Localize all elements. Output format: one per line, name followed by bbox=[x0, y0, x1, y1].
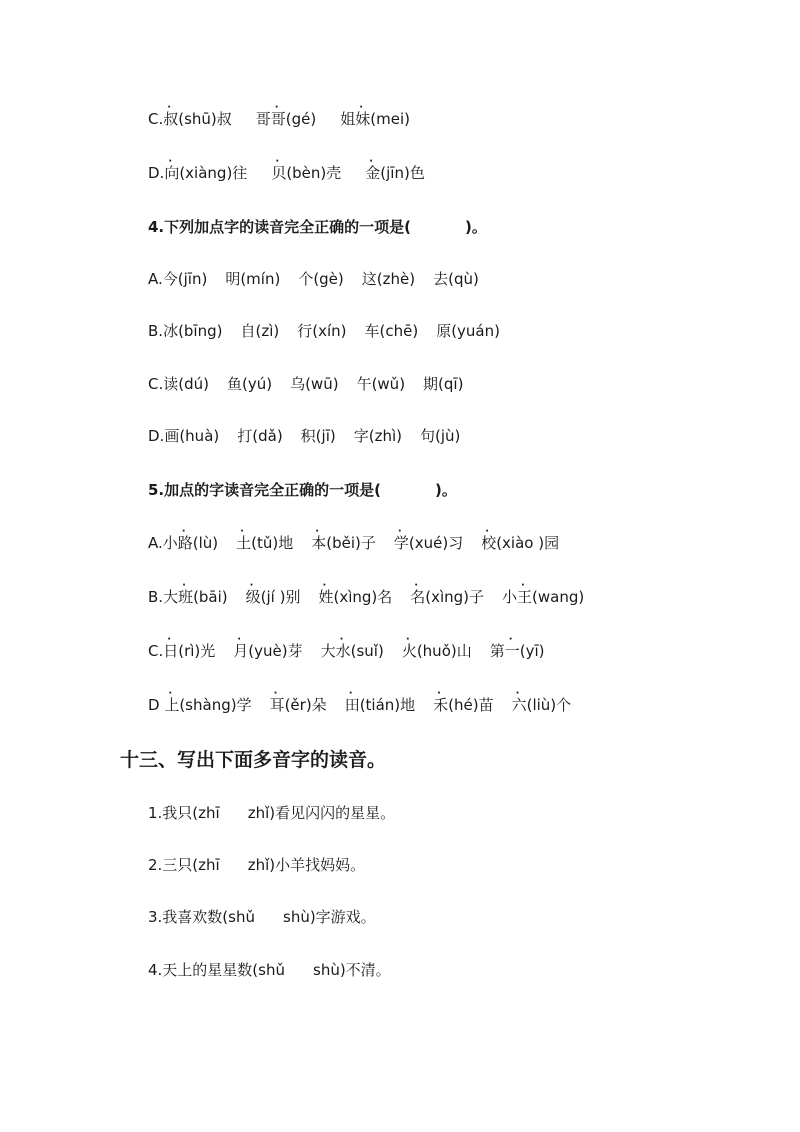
option-label: C. bbox=[148, 110, 164, 128]
q4-option-c: C.读(dú) 鱼(yú) 乌(wū) 午(wǔ) 期(qī) bbox=[148, 375, 464, 393]
emphasis-dot: · bbox=[182, 580, 186, 591]
emphasis-dot: · bbox=[339, 634, 344, 645]
q5-option-a: A. · 小路(lù) · 土(tǔ)地 · 本(běi)子 · 学(xué)习 · 校(xiào )园 bbox=[148, 526, 560, 552]
polyphone-item-3: 3.我喜欢数(shǔ shù)字游戏。 bbox=[148, 908, 376, 926]
q5-option-d: D · 上(shàng)学 · 耳(ěr)朵 · 田(tián)地 · 禾(hé)苗 · 六(liù)个 bbox=[148, 688, 572, 714]
emphasis-dot: · bbox=[397, 526, 402, 537]
emphasis-dot: · bbox=[348, 688, 353, 699]
emphasis-dot: · bbox=[181, 526, 186, 537]
option-item: · 向(xiàng)往 bbox=[164, 156, 248, 182]
polyphone-item-2: 2.三只(zhī zhǐ)小羊找妈妈。 bbox=[148, 856, 366, 874]
emphasis-dot: · bbox=[274, 102, 279, 113]
option-item: · 金(jīn)色 bbox=[365, 156, 425, 182]
emphasis-dot: · bbox=[508, 634, 513, 645]
emphasis-dot: · bbox=[485, 526, 490, 537]
emphasis-dot: · bbox=[168, 688, 173, 699]
emphasis-dot: · bbox=[369, 156, 374, 167]
emphasis-dot: · bbox=[315, 526, 320, 537]
option-item: · 叔(shū)叔 bbox=[163, 102, 232, 128]
q4-option-d: D.画(huà) 打(dǎ) 积(jī) 字(zhì) 句(jù) bbox=[148, 427, 461, 445]
emphasis-dot: · bbox=[275, 156, 280, 167]
question-4-prompt: 4.下列加点字的读音完全正确的一项是( )。 bbox=[148, 218, 487, 236]
q4-option-b: B.冰(bīng) 自(zì) 行(xín) 车(chē) 原(yuán) bbox=[148, 322, 500, 340]
emphasis-dot: · bbox=[273, 688, 278, 699]
emphasis-dot: · bbox=[359, 102, 364, 113]
question-5-prompt: 5.加点的字读音完全正确的一项是( )。 bbox=[148, 481, 457, 499]
emphasis-dot: · bbox=[515, 688, 520, 699]
q3-option-d bbox=[148, 156, 425, 184]
option-item: · 贝(bèn)壳 bbox=[271, 156, 342, 182]
option-item: · 哥哥(gé) bbox=[255, 102, 317, 128]
emphasis-dot: · bbox=[240, 526, 244, 537]
q3-option-c bbox=[148, 102, 410, 130]
emphasis-dot: · bbox=[405, 634, 410, 645]
polyphone-item-1: 1.我只(zhī zhǐ)看见闪闪的星星。 bbox=[148, 804, 396, 822]
emphasis-dot: · bbox=[249, 580, 254, 591]
emphasis-dot: · bbox=[322, 580, 327, 591]
emphasis-dot: · bbox=[237, 634, 242, 645]
q5-option-b: B. · 大班(bāi) · 级(jí )别 · 姓(xìng)名 · 名(xìng)子 · 小王(wang) bbox=[148, 580, 585, 606]
section-13-title: 十三、写出下面多音字的读音。 bbox=[120, 749, 387, 771]
emphasis-dot: · bbox=[521, 580, 525, 591]
emphasis-dot: · bbox=[167, 102, 172, 113]
option-item: · 姐妹(mei) bbox=[340, 102, 410, 128]
q4-option-a: A.今(jīn) 明(mín) 个(gè) 这(zhè) 去(qù) bbox=[148, 270, 479, 288]
option-label: D. bbox=[148, 164, 165, 182]
q5-option-c: C. · 日(rì)光 · 月(yuè)芽 · 大水(suǐ) · 火(huǒ)山 · 第一(yī) bbox=[148, 634, 545, 660]
emphasis-dot: · bbox=[414, 580, 419, 591]
emphasis-dot: · bbox=[168, 156, 173, 167]
emphasis-dot: · bbox=[437, 688, 441, 699]
emphasis-dot: · bbox=[167, 634, 172, 645]
polyphone-item-4: 4.天上的星星数(shǔ shù)不清。 bbox=[148, 961, 391, 979]
